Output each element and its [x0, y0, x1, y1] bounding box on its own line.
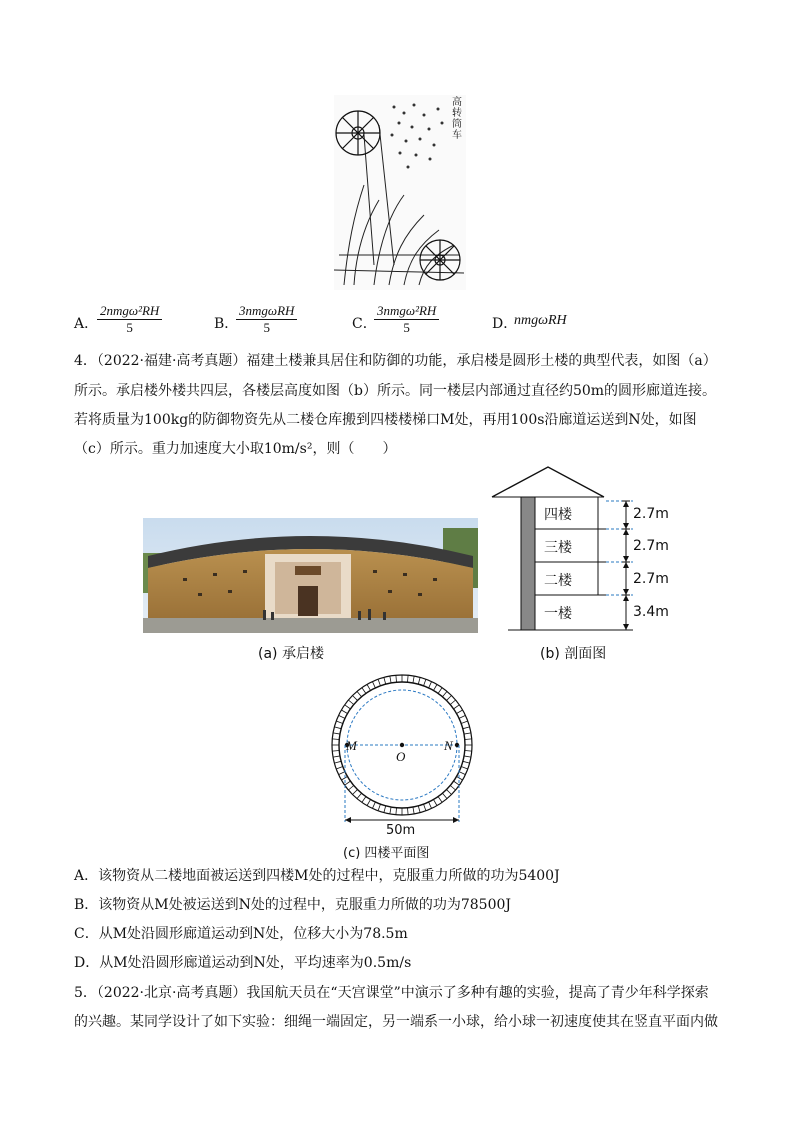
ring-tick [341, 777, 347, 781]
ring-tick [332, 750, 339, 751]
ring-tick [465, 750, 472, 751]
figure-c-diameter: 50m [386, 823, 416, 838]
ring-tick [463, 761, 470, 763]
ring-tick [384, 677, 386, 684]
ring-tick [424, 804, 426, 811]
ring-tick [418, 677, 420, 684]
q3-option-d-expr: nmgωRH [514, 313, 567, 328]
ring-tick [429, 802, 432, 808]
ring-tick [407, 675, 408, 682]
ring-tick [463, 727, 470, 729]
ring-tick [413, 676, 414, 683]
q3-option-a-numerator: 2nmgω²RH [97, 303, 162, 320]
ring-tick [438, 688, 442, 694]
ring-tick [407, 808, 408, 815]
q4-line-4: （c）所示。重力加速度大小取10m/s²，则（ ） [74, 441, 397, 457]
ring-tick [384, 806, 386, 813]
ring-tick [348, 700, 353, 704]
ring-tick [367, 800, 371, 806]
q3-option-b-numerator: 3nmgωRH [236, 303, 297, 320]
ring-tick [362, 688, 366, 694]
q3-option-b-denominator: 5 [263, 320, 270, 335]
ring-tick [348, 785, 353, 789]
q3-option-c-fraction [374, 303, 439, 336]
ring-tick [336, 721, 343, 723]
ring-tick [332, 739, 339, 740]
q4-line-1: 4．（2022·福建·高考真题）福建土楼兼具居住和防御的功能，承启楼是圆形土楼的典型代表，如图（a） [74, 353, 717, 369]
q4-line-2: 所示。承启楼外楼共四层，各楼层高度如图（b）所示。同一楼层内部通过直径约50m的圆形廊道连接。 [74, 383, 717, 399]
q3-option-b-fraction [236, 303, 297, 336]
ring-tick [372, 802, 375, 808]
figure-b-height-1: 3.4m [633, 604, 669, 620]
ring-tick [438, 797, 442, 803]
q3-option-b-letter: B． [214, 316, 239, 332]
ring-tick [367, 684, 371, 690]
figure-c-plan [322, 670, 482, 840]
figure-vertical-label: 高转筒车 [452, 97, 462, 141]
ring-tick [447, 696, 452, 701]
ring-tick [413, 807, 414, 814]
ring-tick [454, 705, 460, 709]
q3-option-a-denominator: 5 [126, 320, 133, 335]
ring-tick [454, 781, 460, 785]
figure-b-caption: (b) 剖面图 [540, 646, 607, 662]
ring-tick [434, 684, 438, 690]
q5-line-2: 的兴趣。某同学设计了如下实验：细绳一端固定，另一端系一小球，给小球一初速度使其在竖直平面内做 [74, 1014, 718, 1030]
figure-b-floor-1: 一楼 [544, 606, 572, 622]
figure-c-caption: (c) 四楼平面图 [343, 846, 430, 861]
figure-a-photo [143, 518, 478, 633]
q3-option-a-fraction [97, 303, 162, 336]
figure-b-section [488, 463, 688, 638]
ring-tick [396, 808, 397, 815]
ring-tick [333, 733, 340, 734]
q3-option-a-letter: A． [74, 316, 99, 332]
q3-option-c-denominator: 5 [403, 320, 410, 335]
figure-c-label-o: O [396, 749, 406, 764]
q3-option-d-letter: D． [492, 316, 518, 332]
ring-tick [434, 800, 438, 806]
ring-tick [457, 777, 463, 781]
ring-tick [464, 733, 471, 734]
figure-b-floor-4: 四楼 [544, 507, 572, 523]
ring-tick [396, 675, 397, 682]
ring-tick [390, 676, 391, 683]
ring-tick [450, 700, 455, 704]
figure-b-height-4: 2.7m [633, 506, 669, 522]
ring-tick [339, 715, 345, 718]
ring-tick [378, 804, 380, 811]
q3-option-c-numerator: 3nmgω²RH [374, 303, 439, 320]
ring-tick [378, 679, 380, 686]
q4-option-b: B．该物资从M处被运送到N处的过程中，克服重力所做的功为78500J [74, 897, 512, 913]
ring-tick [357, 793, 361, 798]
ring-tick [345, 781, 351, 785]
q4-option-d: D．从M处沿圆形廊道运动到N处，平均速率为0.5m/s [74, 955, 412, 971]
figure-c-label-n: N [444, 738, 453, 753]
ring-tick [450, 785, 455, 789]
ring-tick [334, 727, 341, 729]
figure-b-height-2: 2.7m [633, 571, 669, 587]
waterwheel-figure [334, 95, 466, 290]
ring-tick [447, 790, 452, 795]
ring-tick [459, 715, 465, 718]
figure-b-floor-2: 二楼 [544, 573, 572, 589]
ring-tick [390, 807, 391, 814]
ring-tick [336, 767, 343, 769]
ring-tick [362, 797, 366, 803]
q4-line-3: 若将质量为100kg的防御物资先从二楼仓库搬到四楼楼梯口M处，再用100s沿廊道运送到N处，如图 [74, 412, 697, 428]
ring-tick [353, 790, 358, 795]
ring-tick [424, 679, 426, 686]
q4-option-c: C．从M处沿圆形廊道运动到N处，位移大小为78.5m [74, 926, 408, 942]
ring-tick [345, 705, 351, 709]
q5-line-1: 5．（2022·北京·高考真题）我国航天员在“天宫课堂”中演示了多种有趣的实验，提高了青少年科学探索 [74, 985, 709, 1001]
ring-tick [461, 721, 468, 723]
ring-tick [334, 761, 341, 763]
ring-tick [442, 793, 446, 798]
ring-tick [465, 739, 472, 740]
ring-tick [339, 772, 345, 775]
ring-tick [341, 710, 347, 714]
ring-tick [418, 806, 420, 813]
ring-tick [333, 756, 340, 757]
figure-a-caption: (a) 承启楼 [258, 646, 324, 662]
figure-b-floor-3: 三楼 [544, 540, 572, 556]
ring-tick [429, 682, 432, 688]
ring-tick [459, 772, 465, 775]
q3-option-c-letter: C． [352, 316, 377, 332]
ring-tick [442, 691, 446, 696]
ring-tick [464, 756, 471, 757]
figure-c-label-m: M [346, 738, 357, 753]
figure-b-height-3: 2.7m [633, 538, 669, 554]
ring-tick [357, 691, 361, 696]
ring-tick [461, 767, 468, 769]
ring-tick [353, 696, 358, 701]
q4-option-a: A．该物资从二楼地面被运送到四楼M处的过程中，克服重力所做的功为5400J [74, 868, 560, 884]
ring-tick [372, 682, 375, 688]
ring-tick [457, 710, 463, 714]
